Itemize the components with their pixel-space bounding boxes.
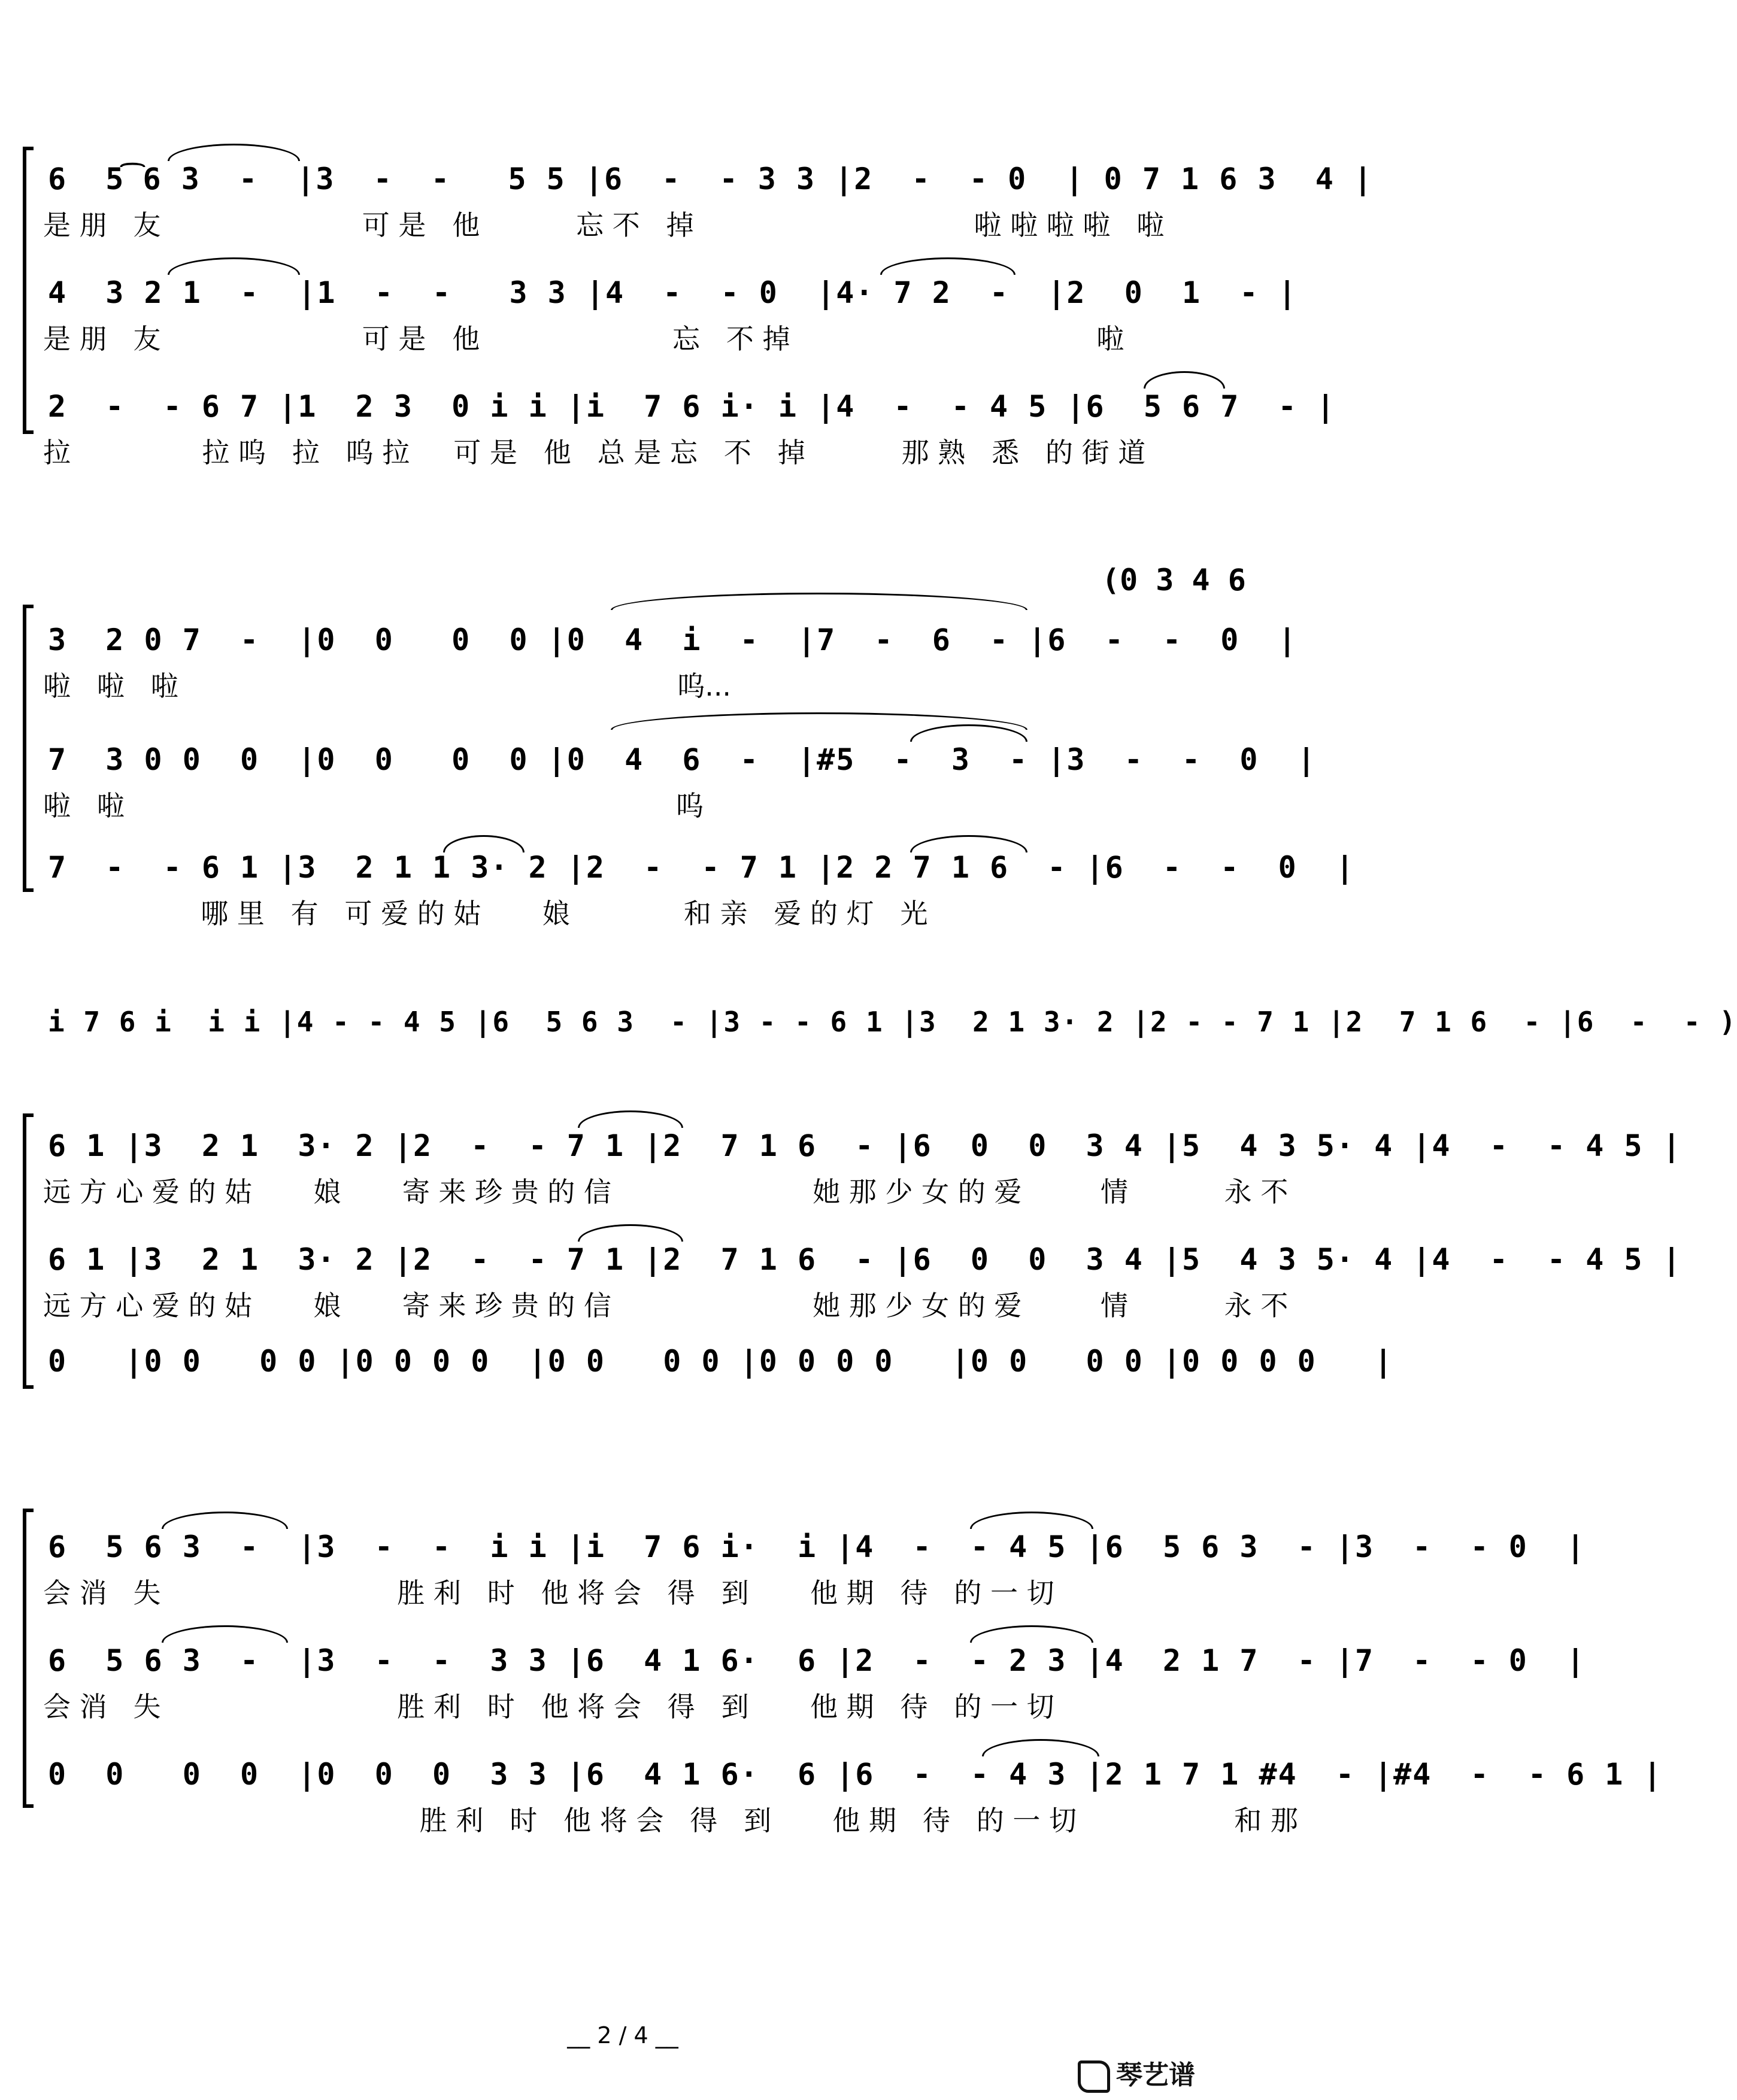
lyric-line: 是 朋 友 可 是 他 忘 不 掉 啦 xyxy=(43,323,1124,355)
lyric-line: 是 朋 友 可 是 他 忘 不 掉 啦 啦 啦 啦 啦 xyxy=(43,209,1165,241)
logo-text: 琴艺谱 xyxy=(1116,2060,1195,2090)
notation-line: 3 2 0 7 - |0 0 0 0 |0 4 i - |7 - 6 - |6 - - 0 | xyxy=(48,623,1298,657)
notation-line: 6 5͡6 3 - |3 - - 5 5 |6 - - 3 3 |2 - - 0 | 0 7 1 6 3 4 | xyxy=(48,162,1374,196)
notation-line: 0 |0 0 0 0 |0 0 0 0 |0 0 0 0 |0 0 0 0 |0 0 0 0 |0 0 0 0 | xyxy=(48,1344,1394,1379)
lyric-line: 啦 啦 啦 呜... xyxy=(43,670,732,702)
lyric-line: 啦 啦 呜 xyxy=(43,790,704,822)
interlude-notation: i 7 6 i i i |4 - - 4 5 |6 5 6 3 - |3 - - 6 1 |3 2 1 3· 2 |2 - - 7 1 |2 7 1 6 - |6 - - ) xyxy=(48,1006,1737,1038)
slur xyxy=(880,257,1015,275)
slur xyxy=(578,1110,683,1128)
page-number: __ 2 / 4 __ xyxy=(567,2022,678,2049)
brand-logo xyxy=(1078,2053,1195,2093)
system-brace xyxy=(23,147,35,434)
slur xyxy=(168,257,300,275)
system-brace xyxy=(23,1509,35,1808)
intro-marking: (0 3 4 6 xyxy=(1102,563,1246,597)
slur xyxy=(162,1625,288,1643)
lyric-line: 拉 拉 呜 拉 呜 拉 可 是 他 总 是 忘 不 掉 那 熟 悉 的 街 道 xyxy=(43,436,1146,469)
slur xyxy=(970,1512,1093,1529)
notation-line: 6 5 6 3 - |3 - - 3 3 |6 4 1 6· 6 |2 - - 2 3 |4 2 1 7 - |7 - - 0 | xyxy=(48,1643,1586,1678)
slur xyxy=(578,1224,683,1242)
notation-line: 7 - - 6 1 |3 2 1 1 3· 2 |2 - - 7 1 |2 2 7 1 6 - |6 - - 0 | xyxy=(48,850,1355,885)
lyric-line: 远 方 心 爱 的 姑 娘 寄 来 珍 贵 的 信 她 那 少 女 的 爱 情 永 不 xyxy=(43,1289,1289,1322)
slur xyxy=(168,144,300,161)
slur xyxy=(982,1739,1099,1756)
slur xyxy=(611,593,1027,610)
lyric-line: 哪 里 有 可 爱 的 姑 娘 和 亲 爱 的 灯 光 xyxy=(43,897,928,930)
lyric-line: 远 方 心 爱 的 姑 娘 寄 来 珍 贵 的 信 她 那 少 女 的 爱 情 永 不 xyxy=(43,1176,1289,1208)
lyric-line: 胜 利 时 他 将 会 得 到 他 期 待 的 一 切 和 那 xyxy=(43,1804,1298,1837)
slur xyxy=(443,835,525,852)
slur xyxy=(970,1625,1093,1643)
slur xyxy=(1144,371,1225,389)
slur xyxy=(910,835,1027,852)
slur xyxy=(162,1512,288,1529)
notation-line: 2 - - 6 7 |1 2 3 0 i i |i 7 6 i· i |4 - - 4 5 |6 5 6 7 - | xyxy=(48,389,1336,424)
notation-line: 6 5 6 3 - |3 - - i i |i 7 6 i· i |4 - - 4 5 |6 5 6 3 - |3 - - 0 | xyxy=(48,1530,1586,1564)
lyric-line: 会 消 失 胜 利 时 他 将 会 得 到 他 期 待 的 一 切 xyxy=(43,1577,1054,1609)
notation-line: 0 0 0 0 |0 0 0 3 3 |6 4 1 6· 6 |6 - - 4 3 |2 1 7 1 #4 - |#4 - - 6 1 | xyxy=(48,1757,1663,1792)
logo-icon xyxy=(1078,2060,1110,2093)
notation-line: 7 3 0 0 0 |0 0 0 0 |0 4 6 - |#5 - 3 - |3 - - 0 | xyxy=(48,742,1317,777)
lyric-line: 会 消 失 胜 利 时 他 将 会 得 到 他 期 待 的 一 切 xyxy=(43,1691,1054,1723)
system-brace xyxy=(23,605,35,892)
notation-line: 6 1 |3 2 1 3· 2 |2 - - 7 1 |2 7 1 6 - |6 0 0 3 4 |5 4 3 5· 4 |4 - - 4 5 | xyxy=(48,1128,1682,1163)
system-brace xyxy=(23,1113,35,1389)
notation-line: 6 1 |3 2 1 3· 2 |2 - - 7 1 |2 7 1 6 - |6 0 0 3 4 |5 4 3 5· 4 |4 - - 4 5 | xyxy=(48,1242,1682,1277)
notation-line: 4 3 2 1 - |1 - - 3 3 |4 - - 0 |4· 7 2 - |2 0 1 - | xyxy=(48,275,1298,310)
